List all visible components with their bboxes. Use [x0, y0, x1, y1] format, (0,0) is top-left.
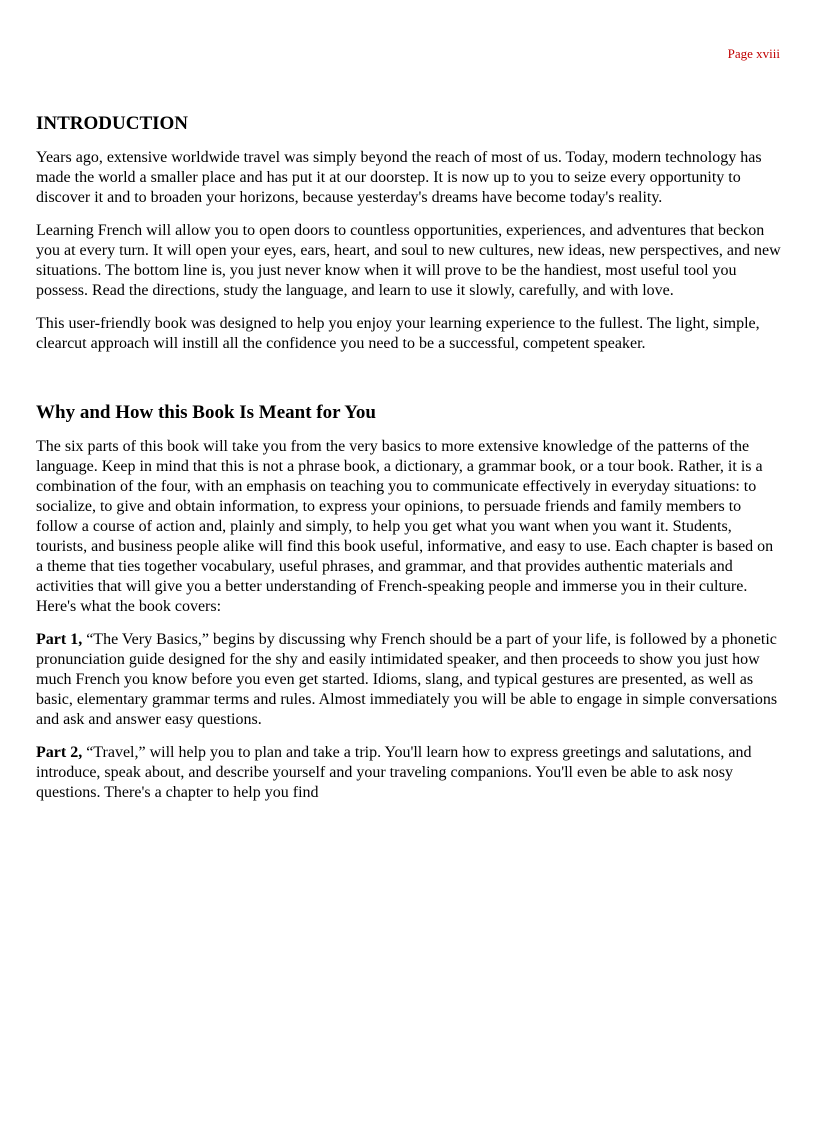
part-1-label: Part 1, — [36, 631, 83, 648]
intro-paragraph-2: Learning French will allow you to open doors to countless opportunities, experiences, and adventures that beckon you at every turn. It will open your eyes, ears, heart, and soul to new cultures, new ideas, new perspectives, and new situations. The bottom line is, you just never know when it will prove to be the handiest, most useful tool you possess. Read the directions, study the language, and learn to use it slowly, carefully, and with love. — [36, 222, 781, 299]
document-body — [36, 112, 782, 816]
why-how-heading: Why and How this Book Is Meant for You — [36, 402, 376, 423]
part-1-text: “The Very Basics,” begins by discussing why French should be a part of your life, is followed by a phonetic pronunciation guide designed for the shy and easily intimidated speaker, and then proceeds to show you just how much French you know before you even get started. Idioms, slang, and typical gestures are presented, as well as basic, elementary grammar terms and rules. Almost immediately you will be able to engage in simple conversations and ask and answer easy questions. — [36, 631, 778, 728]
why-paragraph: The six parts of this book will take you from the very basics to more extensive knowledge of the patterns of the language. Keep in mind that this is not a phrase book, a dictionary, a grammar book, or a tour book. Rather, it is a combination of the four, with an emphasis on teaching you to communicate effectively in everyday situations: to socialize, to give and obtain information, to express your opinions, to persuade friends and family members to follow a course of action and, plainly and simply, to help you get what you want when you want it. Students, tourists, and business people alike will find this book useful, informative, and easy to use. Each chapter is based on a theme that ties together vocabulary, useful phrases, and grammar, and that provides authentic materials and activities that will give you a better understanding of French-speaking people and immerse you in their culture. Here's what the book covers: — [36, 438, 774, 615]
intro-paragraph-1: Years ago, extensive worldwide travel was simply beyond the reach of most of us. Today, modern technology has made the world a smaller place and has put it at our doorstep. It is now up to you to seize every opportunity to discover it and to broaden your horizons, because yesterday's dreams have become today's reality. — [36, 149, 762, 206]
page-number: Page xviii — [727, 46, 780, 61]
part-1-paragraph — [36, 630, 782, 730]
section-spacer — [36, 367, 782, 401]
part-2-paragraph — [36, 743, 782, 803]
part-2-label: Part 2, — [36, 744, 83, 761]
introduction-heading: INTRODUCTION — [36, 113, 189, 134]
part-2-text: “Travel,” will help you to plan and take a trip. You'll learn how to express greetings and salutations, and introduce, speak about, and describe yourself and your traveling companions. You'll even be able to ask nosy questions. There's a chapter to help you find — [36, 744, 752, 801]
intro-paragraph-3: This user-friendly book was designed to help you enjoy your learning experience to the fullest. The light, simple, clearcut approach will instill all the confidence you need to be a successful, competent speaker. — [36, 315, 760, 352]
